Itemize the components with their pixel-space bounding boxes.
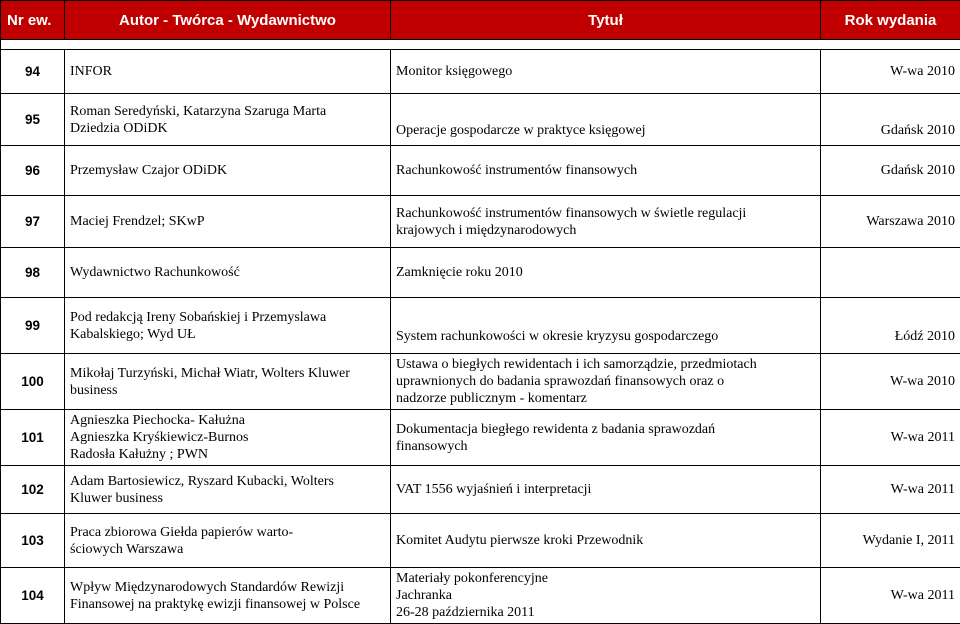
spacer-row [1, 40, 960, 50]
row-author: Maciej Frendzel; SKwP [65, 196, 391, 248]
row-title: VAT 1556 wyjaśnień i interpretacji [391, 466, 821, 514]
row-number: 97 [1, 196, 65, 248]
row-author: INFOR [65, 50, 391, 94]
header-row [1, 1, 960, 40]
row-year: W-wa 2011 [821, 466, 960, 514]
row-author: Praca zbiorowa Giełda papierów warto- ściowych Warszawa [65, 514, 391, 568]
row-title: Dokumentacja biegłego rewidenta z badania sprawozdań finansowych [391, 410, 821, 466]
row-number: 98 [1, 248, 65, 298]
row-title: Materiały pokonferencyjne Jachranka 26-28 października 2011 [391, 568, 821, 624]
table-row [1, 514, 960, 568]
table-row [1, 298, 960, 354]
row-year: Gdańsk 2010 [821, 94, 960, 146]
table-row [1, 248, 960, 298]
row-author: Wydawnictwo Rachunkowość [65, 248, 391, 298]
row-year: Gdańsk 2010 [821, 146, 960, 196]
row-number: 103 [1, 514, 65, 568]
row-year: W-wa 2010 [821, 354, 960, 410]
header-year: Rok wydania [821, 1, 960, 40]
row-number: 94 [1, 50, 65, 94]
row-title: Rachunkowość instrumentów finansowych w świetle regulacji krajowych i międzynarodowych [391, 196, 821, 248]
row-year: Łódź 2010 [821, 298, 960, 354]
row-number: 104 [1, 568, 65, 624]
table-row [1, 196, 960, 248]
row-author: Wpływ Międzynarodowych Standardów Rewizji Finansowej na praktykę ewizji finansowej w Polsce [65, 568, 391, 624]
table-row [1, 354, 960, 410]
row-year: W-wa 2011 [821, 568, 960, 624]
row-author: Pod redakcją Ireny Sobańskiej i Przemyslawa Kabalskiego; Wyd UŁ [65, 298, 391, 354]
table-row [1, 410, 960, 466]
row-number: 102 [1, 466, 65, 514]
row-year: Warszawa 2010 [821, 196, 960, 248]
header-nr: Nr ew. [1, 1, 65, 40]
row-number: 95 [1, 94, 65, 146]
row-title: Operacje gospodarcze w praktyce księgowej [391, 94, 821, 146]
row-number: 96 [1, 146, 65, 196]
row-title: System rachunkowości w okresie kryzysu gospodarczego [391, 298, 821, 354]
row-author: Roman Seredyński, Katarzyna Szaruga Marta Dziedzia ODiDK [65, 94, 391, 146]
table-row [1, 94, 960, 146]
row-title: Monitor księgowego [391, 50, 821, 94]
table-body [1, 40, 960, 624]
row-year: W-wa 2010 [821, 50, 960, 94]
row-year: W-wa 2011 [821, 410, 960, 466]
row-number: 99 [1, 298, 65, 354]
row-number: 100 [1, 354, 65, 410]
header-title: Tytuł [391, 1, 821, 40]
row-title: Ustawa o biegłych rewidentach i ich samorządzie, przedmiotach uprawnionych do badania sprawozdań finansowych oraz o nadzorze publicznym - komentarz [391, 354, 821, 410]
table-row [1, 568, 960, 624]
row-title: Zamknięcie roku 2010 [391, 248, 821, 298]
table-row [1, 50, 960, 94]
row-title: Rachunkowość instrumentów finansowych [391, 146, 821, 196]
row-author: Adam Bartosiewicz, Ryszard Kubacki, Wolters Kluwer business [65, 466, 391, 514]
header-author: Autor - Twórca - Wydawnictwo [65, 1, 391, 40]
row-year: Wydanie I, 2011 [821, 514, 960, 568]
row-author: Mikołaj Turzyński, Michał Wiatr, Wolters Kluwer business [65, 354, 391, 410]
row-number: 101 [1, 410, 65, 466]
row-author: Przemysław Czajor ODiDK [65, 146, 391, 196]
table-row [1, 146, 960, 196]
row-author: Agnieszka Piechocka- Kałużna Agnieszka Kryśkiewicz-Burnos Radosła Kałużny ; PWN [65, 410, 391, 466]
row-year [821, 248, 960, 298]
row-title: Komitet Audytu pierwsze kroki Przewodnik [391, 514, 821, 568]
table-row [1, 466, 960, 514]
